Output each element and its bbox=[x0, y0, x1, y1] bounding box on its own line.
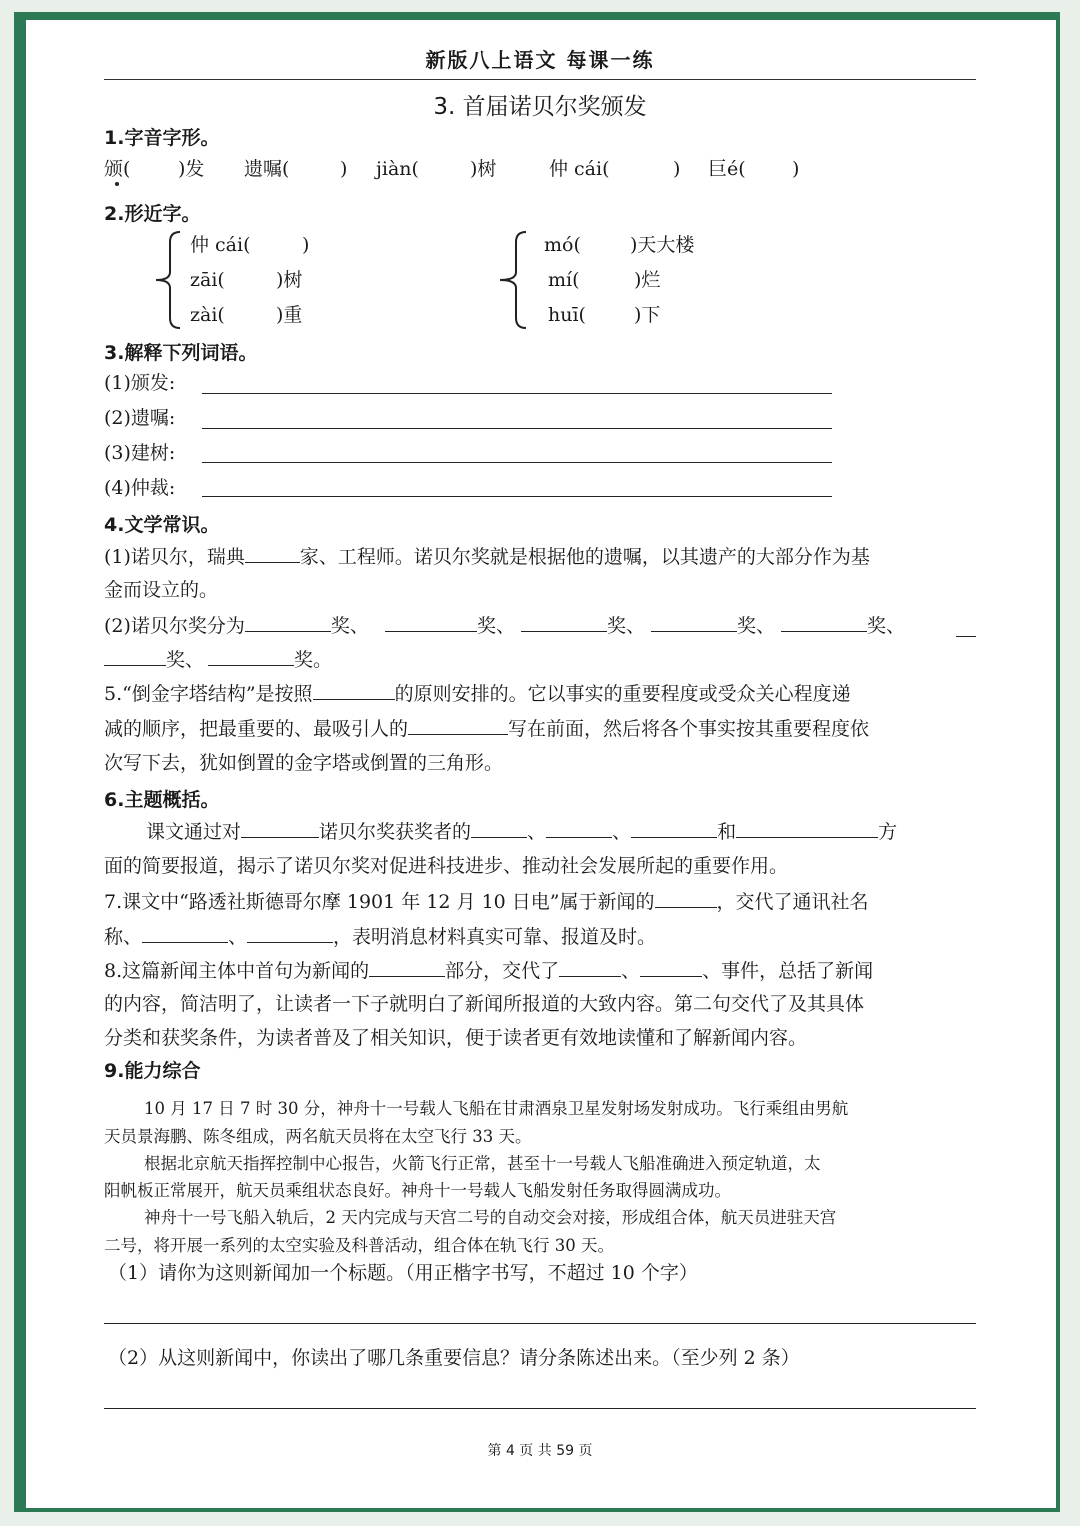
q4-p1b: 家、工程师。诺贝尔奖就是根据他的遗嘱，以其遗产的大部分作为基 bbox=[299, 546, 870, 568]
q6-heading: 6.主题概括。 bbox=[104, 789, 220, 811]
q4-award-5: 奖、 bbox=[866, 615, 905, 637]
q4-blank-1[interactable] bbox=[245, 544, 300, 563]
q4-blank-7a[interactable] bbox=[956, 636, 976, 637]
q7-line-1 bbox=[104, 889, 869, 914]
q7-e: ，表明消息材料真实可靠、报道及时。 bbox=[333, 926, 657, 948]
q1-heading: 1.字音字形。 bbox=[104, 127, 220, 149]
q4-award-2: 奖、 bbox=[476, 615, 515, 637]
q4-blank-3[interactable] bbox=[385, 613, 477, 632]
q9-answer-line-2[interactable] bbox=[104, 1408, 976, 1409]
q6-e: 和 bbox=[717, 821, 737, 843]
q4-blank-7b[interactable] bbox=[104, 647, 166, 666]
q6-f: 方 bbox=[878, 821, 898, 843]
q5-line-1 bbox=[104, 681, 851, 706]
q2-right-2a: mí( bbox=[548, 269, 580, 291]
q4-blank-5[interactable] bbox=[651, 613, 737, 632]
q4-award-6: 奖、 bbox=[166, 649, 205, 671]
q2-left-3b: )重 bbox=[276, 304, 303, 326]
news-line-6: 二号，将开展一系列的太空实验及科普活动，组合体在轨飞行 30 天。 bbox=[104, 1236, 614, 1255]
q1-c10: ) bbox=[792, 158, 800, 180]
q3-item-2: (2)遗嘱: bbox=[104, 407, 176, 429]
news-line-2: 天员景海鹏、陈冬组成，两名航天员将在太空飞行 33 天。 bbox=[104, 1127, 532, 1146]
q8-d: 、事件，总括了新闻 bbox=[702, 960, 874, 982]
q4-p1c: 金而设立的。 bbox=[104, 579, 219, 601]
q8-e: 的内容，简洁明了，让读者一下子就明白了新闻所报道的大致内容。第二句交代了及其具体 bbox=[104, 993, 865, 1015]
q1-c3: 遗嘱( bbox=[244, 158, 290, 180]
q8-f: 分类和获奖条件，为读者普及了相关知识，便于读者更有效地读懂和了解新闻内容。 bbox=[104, 1027, 808, 1049]
q4-heading: 4.文学常识。 bbox=[104, 514, 220, 536]
q3-item-3: (3)建树: bbox=[104, 442, 176, 464]
q4-blank-2[interactable] bbox=[245, 613, 331, 632]
q8-blank-2[interactable] bbox=[559, 958, 621, 977]
q7-line-2 bbox=[104, 924, 656, 949]
q1-c2: )发 bbox=[178, 158, 205, 180]
q6-a: 课文通过对 bbox=[146, 821, 242, 843]
q2-left-1b: ) bbox=[302, 234, 310, 256]
q7-b: ，交代了通讯社名 bbox=[716, 891, 869, 913]
q8-line-1 bbox=[104, 958, 873, 983]
page-number: 第 4 页 共 59 页 bbox=[487, 1443, 593, 1459]
q1-item-1 bbox=[104, 157, 130, 181]
q2-right-2b: )烂 bbox=[634, 269, 661, 291]
q7-blank-3[interactable] bbox=[247, 924, 333, 943]
q4-line-2 bbox=[104, 613, 905, 638]
q6-c: 、 bbox=[527, 821, 547, 843]
q2-right-1a: mó( bbox=[544, 234, 581, 256]
q4-award-3: 奖、 bbox=[606, 615, 645, 637]
right-brace-icon bbox=[496, 228, 532, 332]
header-rule bbox=[104, 79, 976, 80]
q9-sub2: （2）从这则新闻中，你读出了哪几条重要信息？请分条陈述出来。（至少列 2 条） bbox=[108, 1347, 800, 1369]
q9-answer-line-1[interactable] bbox=[104, 1323, 976, 1324]
q3-answer-line-3[interactable] bbox=[202, 462, 832, 463]
q6-blank-5[interactable] bbox=[736, 819, 878, 838]
q1-c1: 颁( bbox=[104, 158, 131, 180]
q6-blank-2[interactable] bbox=[471, 819, 527, 838]
news-line-1: 10 月 17 日 7 时 30 分，神舟十一号载人飞船在甘肃酒泉卫星发射场发射成功。飞行乘组由男航 bbox=[144, 1099, 849, 1118]
q8-blank-1[interactable] bbox=[369, 958, 445, 977]
q1-c9: 巨é( bbox=[708, 158, 746, 180]
q2-heading: 2.形近字。 bbox=[104, 203, 201, 225]
q5-a: 5.“倒金字塔结构”是按照 bbox=[104, 683, 313, 705]
q8-blank-3[interactable] bbox=[640, 958, 702, 977]
q2-left-1a: 仲 cái( bbox=[190, 234, 251, 256]
q5-c: 减的顺序，把最重要的、最吸引人的 bbox=[104, 718, 409, 740]
running-header: 新版八上语文 每课一练 bbox=[425, 48, 655, 72]
q6-b: 诺贝尔奖获奖者的 bbox=[319, 821, 472, 843]
q1-c6: )树 bbox=[470, 158, 497, 180]
q3-answer-line-2[interactable] bbox=[202, 428, 832, 429]
news-line-4: 阳帆板正常展开，航天员乘组状态良好。神舟十一号载人飞船发射任务取得圆满成功。 bbox=[104, 1181, 731, 1200]
lesson-title: 3. 首届诺贝尔奖颁发 bbox=[433, 94, 647, 120]
q5-b: 的原则安排的。它以事实的重要程度或受众关心程度递 bbox=[394, 683, 851, 705]
q5-e: 次写下去，犹如倒置的金字塔或倒置的三角形。 bbox=[104, 752, 504, 774]
q7-c: 称、 bbox=[104, 926, 143, 948]
q8-a: 8.这篇新闻主体中首句为新闻的 bbox=[104, 960, 370, 982]
q2-left-3a: zài( bbox=[190, 304, 225, 326]
q5-blank-1[interactable] bbox=[313, 681, 395, 700]
q2-left-2b: )树 bbox=[276, 269, 303, 291]
q3-answer-line-4[interactable] bbox=[202, 496, 832, 497]
q7-a: 7.课文中“路透社斯德哥尔摩 1901 年 12 月 10 日电”属于新闻的 bbox=[104, 891, 655, 913]
q3-heading: 3.解释下列词语。 bbox=[104, 342, 258, 364]
q4-line-3 bbox=[104, 647, 332, 672]
q4-award-1: 奖、 bbox=[330, 615, 369, 637]
left-brace-icon bbox=[150, 228, 186, 332]
q6-blank-1[interactable] bbox=[241, 819, 319, 838]
q2-right-3b: )下 bbox=[634, 304, 661, 326]
q4-blank-8[interactable] bbox=[208, 647, 294, 666]
q2-right-3a: huī( bbox=[548, 304, 586, 326]
q1-c8: ) bbox=[673, 158, 681, 180]
q5-line-2 bbox=[104, 716, 869, 741]
q8-b: 部分，交代了 bbox=[445, 960, 560, 982]
q3-item-1: (1)颁发: bbox=[104, 372, 176, 394]
q9-heading: 9.能力综合 bbox=[104, 1060, 201, 1082]
q4-award-4: 奖、 bbox=[736, 615, 775, 637]
q6-g: 面的简要报道，揭示了诺贝尔奖对促进科技进步、推动社会发展所起的重要作用。 bbox=[104, 855, 789, 877]
q9-sub1: （1）请你为这则新闻加一个标题。（用正楷字书写，不超过 10 个字） bbox=[108, 1262, 698, 1284]
q6-line-1 bbox=[146, 819, 897, 844]
q7-blank-2[interactable] bbox=[142, 924, 228, 943]
q4-blank-6[interactable] bbox=[781, 613, 867, 632]
q1-c7: 仲 cái( bbox=[549, 158, 610, 180]
q3-item-4: (4)仲裁: bbox=[104, 477, 176, 499]
q4-blank-4[interactable] bbox=[521, 613, 607, 632]
news-line-3: 根据北京航天指挥控制中心报告，火箭飞行正常，甚至十一号载人飞船准确进入预定轨道，太 bbox=[144, 1154, 821, 1173]
q3-answer-line-1[interactable] bbox=[202, 393, 832, 394]
q5-blank-2[interactable] bbox=[408, 716, 508, 735]
q2-left-2a: zāi( bbox=[190, 269, 225, 291]
q6-blank-4[interactable] bbox=[631, 819, 717, 838]
q5-d: 写在前面，然后将各个事实按其重要程度依 bbox=[508, 718, 870, 740]
q4-p2a: (2)诺贝尔奖分为 bbox=[104, 615, 245, 637]
q7-blank-1[interactable] bbox=[655, 889, 717, 908]
q1-c4: ) bbox=[340, 158, 348, 180]
q7-d: 、 bbox=[228, 926, 248, 948]
q2-right-1b: )天大楼 bbox=[630, 234, 695, 256]
q4-award-end: 奖。 bbox=[294, 649, 333, 671]
q8-c: 、 bbox=[621, 960, 641, 982]
q4-p1a: (1)诺贝尔，瑞典 bbox=[104, 546, 245, 568]
q6-blank-3[interactable] bbox=[546, 819, 612, 838]
news-line-5: 神舟十一号飞船入轨后，2 天内完成与天宫二号的自动交会对接，形成组合体，航天员进驻天宫 bbox=[144, 1208, 837, 1227]
q4-line-1 bbox=[104, 544, 870, 569]
q6-d: 、 bbox=[612, 821, 632, 843]
q1-c5: jiàn( bbox=[376, 158, 419, 180]
